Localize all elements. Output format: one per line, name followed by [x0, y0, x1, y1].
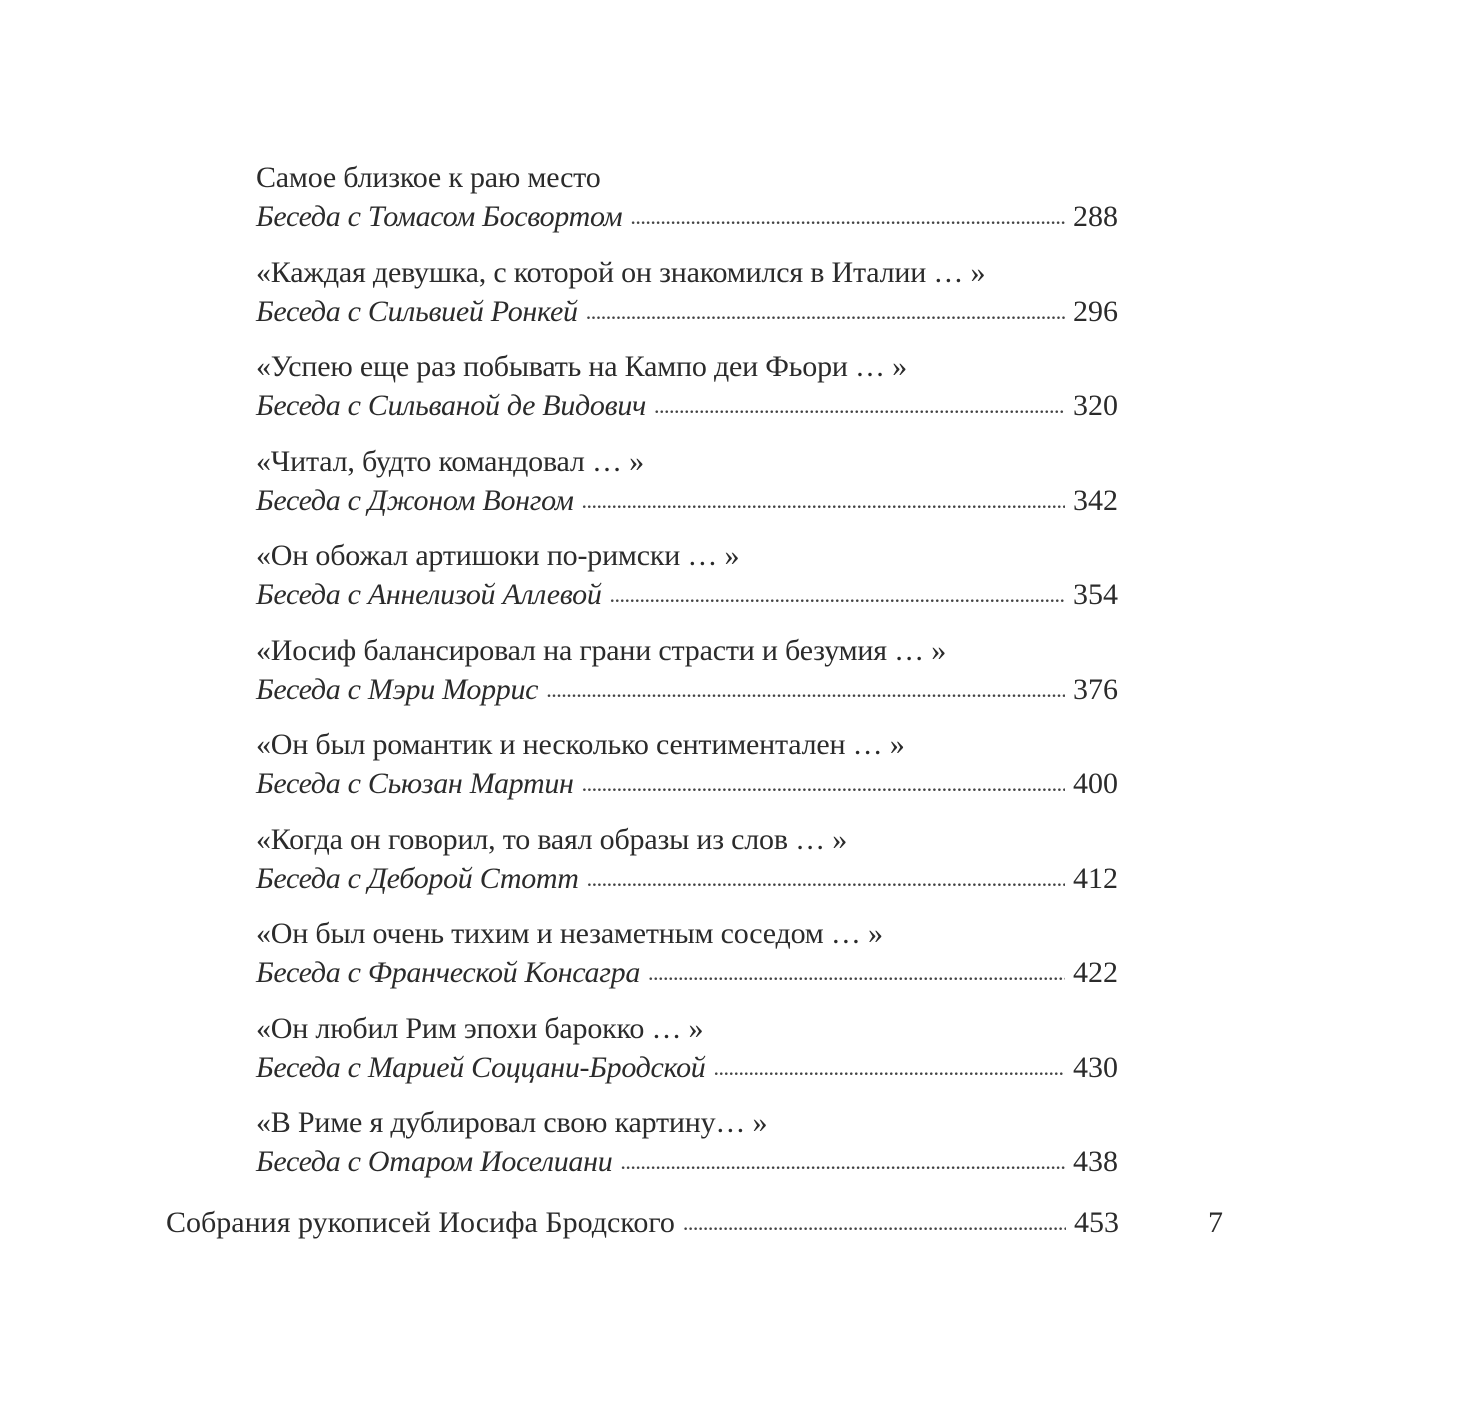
entry-subtitle-line — [256, 860, 1118, 900]
entry-page-number: 296 — [1073, 294, 1118, 328]
dot-leader — [610, 574, 1065, 614]
entry-title: «Он был романтик и несколько сентиментален … » — [256, 728, 905, 761]
toc-entry — [256, 349, 1118, 444]
toc-final-entry — [166, 1204, 1119, 1244]
toc-entry — [256, 444, 1118, 539]
entry-title: «Каждая девушка, с которой он знакомился в Италии … » — [256, 255, 986, 289]
toc-entry — [256, 916, 1118, 1011]
dot-leader — [714, 1047, 1065, 1087]
toc-entry — [256, 160, 1118, 255]
entry-title: «Иосиф балансировал на грани страсти и безумия … » — [256, 633, 947, 667]
toc-entry — [256, 822, 1118, 917]
dot-leader — [654, 385, 1065, 425]
entry-subtitle: Беседа с Томасом Босвортом — [256, 200, 623, 233]
entry-page-number: 376 — [1073, 672, 1118, 706]
entry-page-number: 422 — [1073, 956, 1118, 989]
entry-title: «Читал, будто командовал … » — [256, 444, 644, 478]
dot-leader — [648, 952, 1065, 992]
entry-subtitle: Беседа с Отаром Иоселиани — [256, 1145, 613, 1178]
entry-title: «Успею еще раз побывать на Кампо деи Фьори … » — [256, 350, 907, 383]
toc-entry — [256, 1105, 1118, 1200]
entry-page-number: 438 — [1073, 1145, 1118, 1178]
entry-page-number: 320 — [1073, 389, 1118, 422]
entry-subtitle-line — [256, 1143, 1118, 1183]
entry-title: Самое близкое к раю место — [256, 161, 601, 194]
entry-subtitle-line — [256, 482, 1118, 522]
final-entry-page-number: 453 — [1074, 1206, 1119, 1239]
entry-page-number: 412 — [1073, 861, 1118, 895]
dot-leader — [587, 858, 1065, 898]
dot-leader — [586, 291, 1065, 331]
entry-page-number: 288 — [1073, 200, 1118, 233]
entry-title: «В Риме я дублировал свою картину… » — [256, 1106, 768, 1139]
entry-subtitle-line — [256, 576, 1118, 616]
entry-page-number: 354 — [1073, 578, 1118, 611]
entry-title: «Он был очень тихим и незаметным соседом … » — [256, 917, 883, 950]
entry-subtitle-line — [256, 387, 1118, 427]
entry-page-number: 342 — [1073, 483, 1118, 517]
entry-subtitle: Беседа с Сильваной де Видович — [256, 389, 647, 422]
dot-leader — [582, 763, 1065, 803]
entry-page-number: 430 — [1073, 1050, 1118, 1084]
dot-leader — [582, 480, 1065, 520]
entry-subtitle-line — [256, 954, 1118, 994]
entry-subtitle: Беседа с Франческой Консагра — [256, 956, 641, 989]
toc-entry — [256, 538, 1118, 633]
entry-subtitle-line — [256, 765, 1118, 805]
entry-subtitle: Беседа с Мэри Моррис — [256, 672, 539, 706]
entry-subtitle: Беседа с Сильвией Ронкей — [256, 294, 578, 328]
entry-subtitle: Беседа с Аннелизой Аллевой — [256, 578, 602, 611]
dot-leader — [630, 196, 1065, 236]
entry-title: «Когда он говорил, то ваял образы из слов … » — [256, 822, 848, 856]
dot-leader — [683, 1202, 1066, 1242]
entry-page-number: 400 — [1073, 767, 1118, 800]
entry-title: «Он любил Рим эпохи барокко … » — [256, 1011, 704, 1045]
toc-entry — [256, 727, 1118, 822]
dot-leader — [546, 669, 1065, 709]
entry-subtitle: Беседа с Джоном Вонгом — [256, 483, 574, 517]
toc-entry — [256, 633, 1118, 728]
entry-subtitle-line — [256, 293, 1118, 333]
entry-subtitle-line — [256, 1049, 1118, 1089]
entry-subtitle: Беседа с Сьюзан Мартин — [256, 767, 574, 800]
entry-subtitle-line — [256, 671, 1118, 711]
entry-subtitle: Беседа с Марией Соццани-Бродской — [256, 1050, 706, 1084]
toc-entry — [256, 1011, 1118, 1106]
final-entry-title: Собрания рукописей Иосифа Бродского — [166, 1206, 675, 1239]
entry-subtitle-line — [256, 198, 1118, 238]
entry-title: «Он обожал артишоки по-римски … » — [256, 539, 740, 572]
page-folio-number: 7 — [1208, 1206, 1223, 1239]
table-of-contents — [256, 160, 1118, 1200]
toc-entry — [256, 255, 1118, 350]
dot-leader — [620, 1141, 1065, 1181]
entry-subtitle: Беседа с Деборой Стотт — [256, 861, 579, 895]
